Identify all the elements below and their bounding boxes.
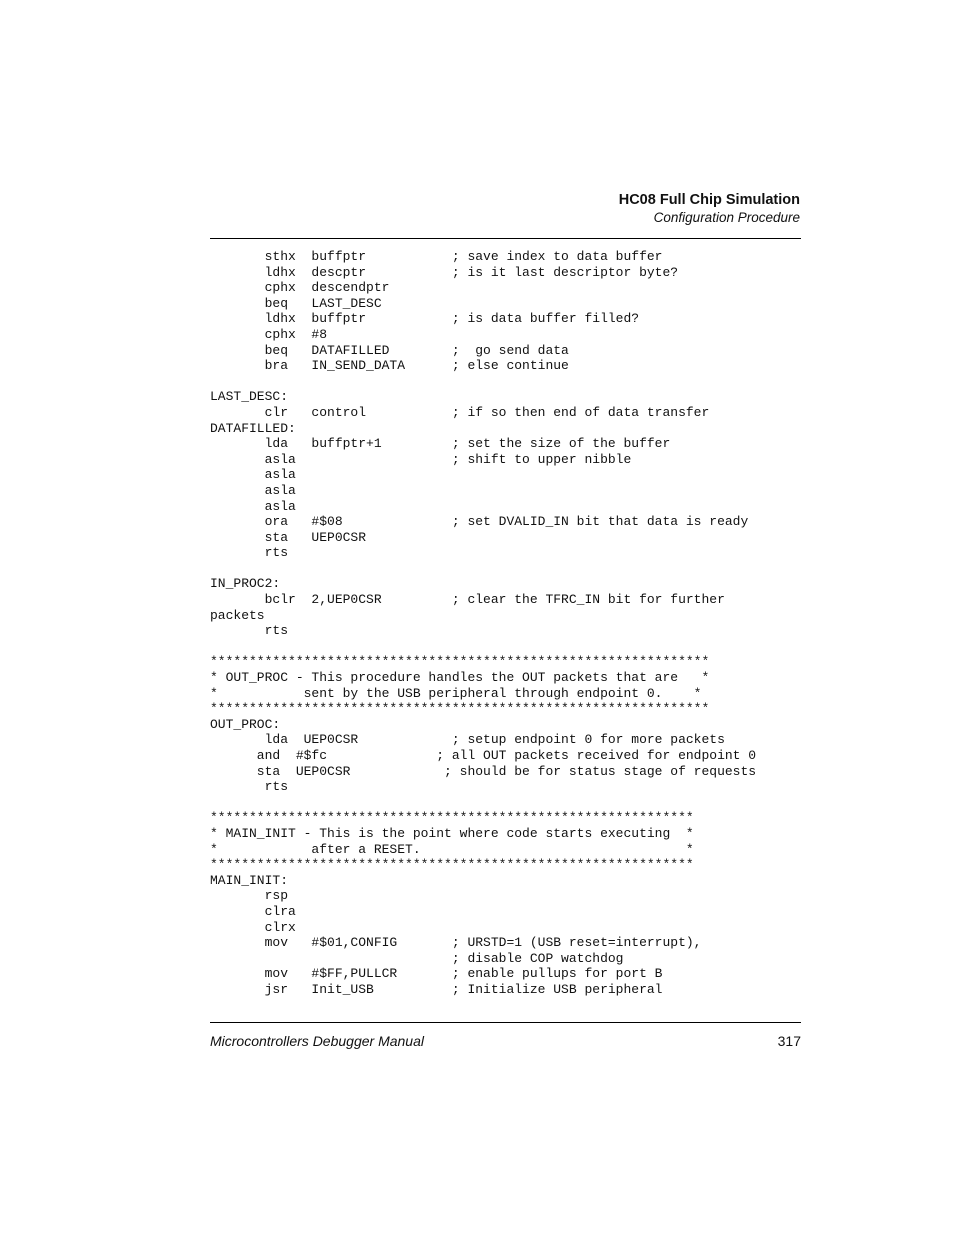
header-rule — [210, 238, 801, 239]
code-line: * sent by the USB peripheral through endpoint 0. * — [210, 685, 702, 701]
code-line: clra — [210, 903, 296, 919]
code-line: LAST_DESC: — [210, 389, 289, 405]
code-line: jsr Init_USB ; Initialize USB peripheral — [210, 981, 663, 997]
code-line: OUT_PROC: — [210, 716, 281, 732]
code-line: packets — [210, 607, 265, 623]
code-line: asla — [210, 482, 296, 498]
code-line: * OUT_PROC - This procedure handles the OUT packets that are * — [210, 670, 710, 686]
code-line — [210, 561, 756, 577]
code-line: and #$fc ; all OUT packets received for endpoint 0 — [210, 748, 757, 763]
code-line: bclr 2,UEP0CSR ; clear the TFRC_IN bit for further — [210, 592, 725, 608]
code-line: IN_PROC2: — [210, 576, 281, 592]
code-line: rts — [210, 545, 289, 561]
code-line: cphx descendptr — [210, 280, 390, 296]
code-line: ************************************************************** — [210, 857, 694, 873]
code-line: clrx — [210, 919, 296, 935]
code-line: asla — [210, 467, 296, 483]
code-line: rsp — [210, 888, 289, 904]
code-line: beq DATAFILLED ; go send data — [210, 342, 569, 358]
code-line — [210, 639, 756, 655]
page-header — [619, 191, 800, 227]
code-listing — [210, 249, 756, 998]
code-line: cphx #8 — [210, 326, 328, 342]
header-title: HC08 Full Chip Simulation — [618, 192, 800, 208]
page-number: 317 — [777, 1033, 801, 1049]
code-line: rts — [210, 623, 289, 639]
code-line: sta UEP0CSR — [210, 529, 367, 545]
code-line: **************************************************************** — [210, 654, 710, 670]
footer-rule — [210, 1022, 801, 1023]
code-line: asla — [210, 498, 296, 514]
code-line: * after a RESET. * — [210, 841, 694, 857]
code-line: ora #$08 ; set DVALID_IN bit that data is ready — [210, 514, 749, 530]
code-line: ldhx descptr ; is it last descriptor byte? — [210, 264, 679, 280]
code-line: beq LAST_DESC — [210, 295, 382, 311]
code-line: rts — [210, 779, 289, 795]
code-line: sthx buffptr ; save index to data buffer — [210, 249, 663, 264]
code-line: ldhx buffptr ; is data buffer filled? — [210, 311, 640, 327]
code-line: ; disable COP watchdog — [210, 950, 624, 966]
code-line: * MAIN_INIT - This is the point where code starts executing * — [210, 825, 694, 841]
code-line: lda UEP0CSR ; setup endpoint 0 for more packets — [210, 732, 725, 748]
code-line: asla ; shift to upper nibble — [210, 451, 632, 467]
code-line: **************************************************************** — [210, 701, 710, 717]
code-line — [210, 795, 756, 811]
code-line — [210, 374, 756, 390]
footer-manual-title: Microcontrollers Debugger Manual — [210, 1033, 424, 1049]
code-line: MAIN_INIT: — [210, 872, 289, 888]
code-line: bra IN_SEND_DATA ; else continue — [210, 358, 569, 374]
code-line: mov #$FF,PULLCR ; enable pullups for port B — [210, 966, 663, 982]
header-subtitle: Configuration Procedure — [653, 210, 800, 225]
code-line: DATAFILLED: — [210, 420, 296, 436]
code-line: lda buffptr+1 ; set the size of the buffer — [210, 436, 671, 452]
code-line: mov #$01,CONFIG ; URSTD=1 (USB reset=interrupt), — [210, 935, 702, 951]
code-line: clr control ; if so then end of data transfer — [210, 404, 710, 420]
code-line: sta UEP0CSR ; should be for status stage of requests — [210, 763, 757, 779]
code-line: ************************************************************** — [210, 810, 694, 826]
